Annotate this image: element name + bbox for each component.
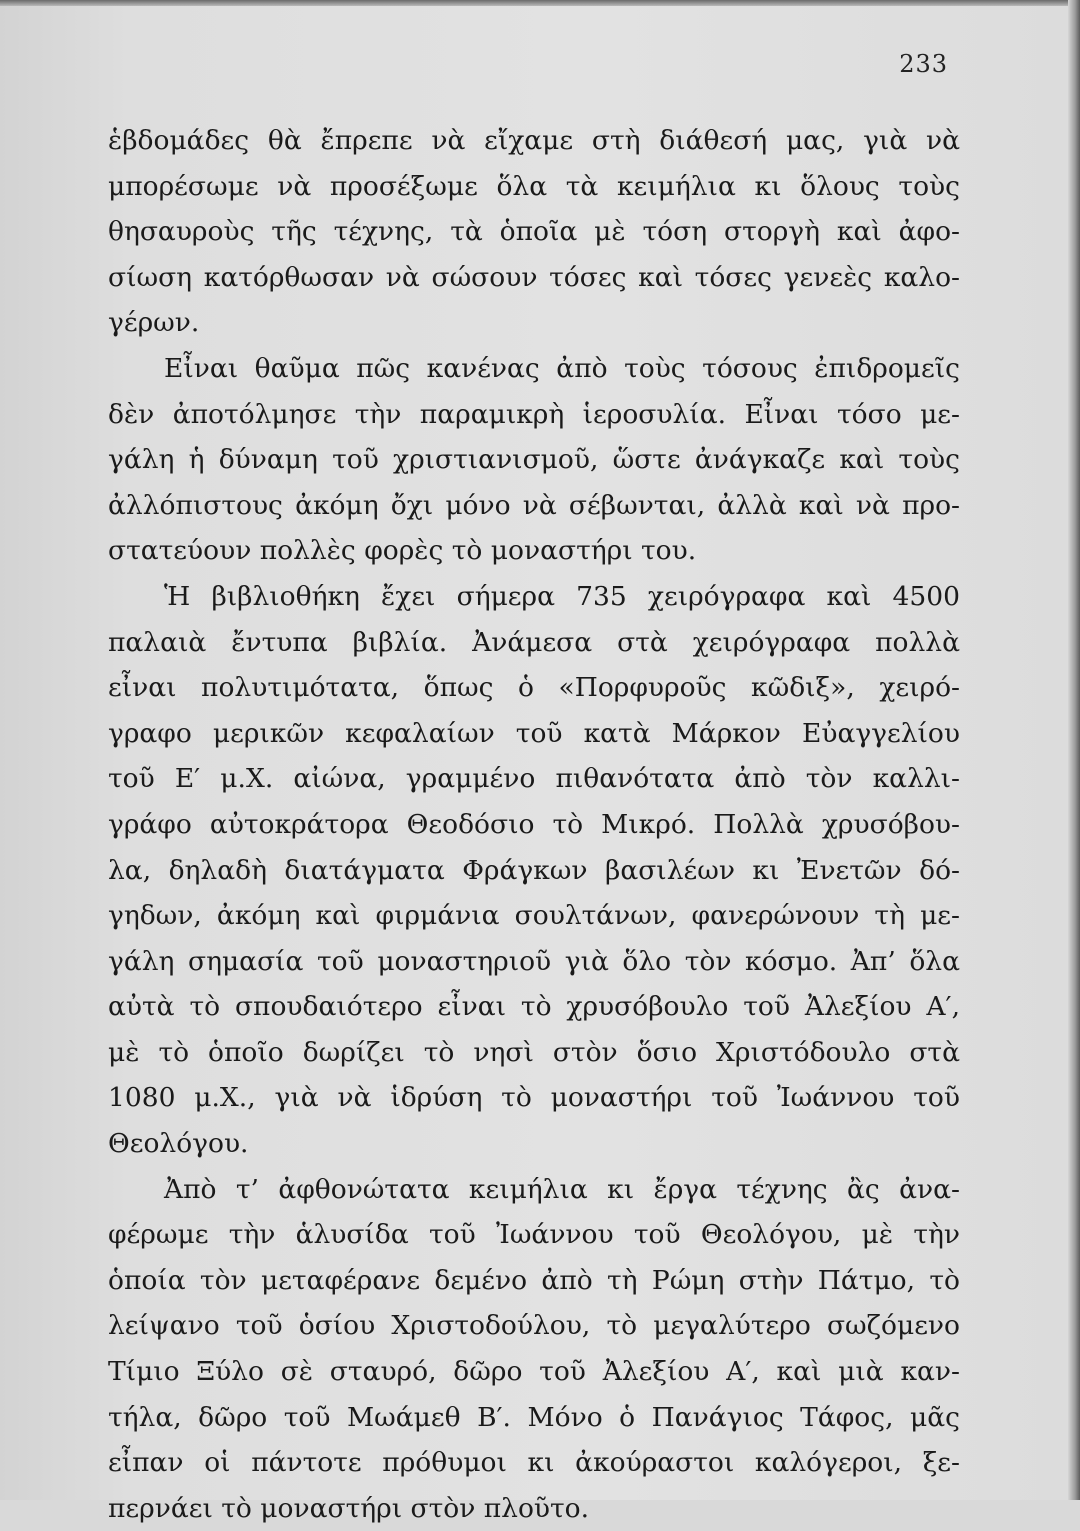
- text-line: αὐτὰ τὸ σπουδαιότερο εἶναι τὸ χρυσόβουλο τοῦ Ἀλεξίου Α′,: [108, 991, 960, 1023]
- text-line: 1080 μ.Χ., γιὰ νὰ ἱδρύση τὸ μοναστήρι τοῦ Ἰωάννου τοῦ: [108, 1082, 960, 1114]
- text-line: δὲν ἀποτόλμησε τὴν παραμικρὴ ἱεροσυλία. Εἶναι τόσο με-: [108, 398, 960, 430]
- page-top-edge: [0, 0, 1080, 6]
- text-line: Ἀπὸ τ’ ἀφθονώτατα κειμήλια κι ἔργα τέχνης ἂς ἀνα-: [164, 1173, 960, 1205]
- page-right-edge-shadow: [1068, 0, 1080, 1500]
- text-line: θησαυροὺς τῆς τέχνης, τὰ ὁποῖα μὲ τόση στοργὴ καὶ ἀφο-: [108, 216, 960, 248]
- text-line: ὁποία τὸν μεταφέρανε δεμένο ἀπὸ τὴ Ρώμη στὴν Πάτμο, τὸ: [108, 1264, 960, 1296]
- text-line: λείψανο τοῦ ὁσίου Χριστοδούλου, τὸ μεγαλύτερο σωζόμενο: [108, 1310, 960, 1342]
- text-line: σίωση κατόρθωσαν νὰ σώσουν τόσες καὶ τόσες γενεὲς καλο-: [108, 261, 960, 293]
- text-line: γραφο μερικῶν κεφαλαίων τοῦ κατὰ Μάρκον Εὐαγγελίου: [108, 717, 960, 749]
- text-line: εἶπαν οἱ πάντοτε πρόθυμοι κι ἀκούραστοι καλόγεροι, ξε-: [108, 1447, 960, 1479]
- paragraph-4: [108, 1167, 960, 1531]
- text-line: μὲ τὸ ὁποῖο δωρίζει τὸ νησὶ στὸν ὅσιο Χριστόδουλο στὰ: [108, 1036, 960, 1068]
- text-line: λα, δηλαδὴ διατάγματα Φράγκων βασιλέων κι Ἐνετῶν δό-: [108, 854, 960, 886]
- text-line: τοῦ Ε′ μ.Χ. αἰώνα, γραμμένο πιθανότατα ἀπὸ τὸν καλλι-: [108, 763, 960, 795]
- text-line: περνάει τὸ μοναστήρι στὸν πλοῦτο.: [108, 1492, 590, 1524]
- text-line: εἶναι πολυτιμότατα, ὅπως ὁ «Πορφυροῦς κῶδιξ», χειρό-: [108, 672, 960, 704]
- page-number: 233: [899, 50, 948, 78]
- text-line: Τίμιο Ξύλο σὲ σταυρό, δῶρο τοῦ Ἀλεξίου Α′, καὶ μιὰ καν-: [108, 1356, 960, 1388]
- text-line: Εἶναι θαῦμα πῶς κανένας ἀπὸ τοὺς τόσους ἐπιδρομεῖς: [164, 352, 960, 384]
- text-line: γάλη ἡ δύναμη τοῦ χριστιανισμοῦ, ὥστε ἀνάγκαζε καὶ τοὺς: [108, 444, 960, 476]
- paragraph-2: [108, 346, 960, 574]
- text-line: Ἡ βιβλιοθήκη ἔχει σήμερα 735 χειρόγραφα καὶ 4500: [164, 580, 960, 612]
- text-line: τήλα, δῶρο τοῦ Μωάμεθ Β′. Μόνο ὁ Πανάγιος Τάφος, μᾶς: [108, 1401, 960, 1433]
- paragraph-1: [108, 118, 960, 346]
- paragraph-3: [108, 574, 960, 1167]
- text-line: μπορέσωμε νὰ προσέξωμε ὅλα τὰ κειμήλια κι ὅλους τοὺς: [108, 170, 960, 202]
- text-line: στατεύουν πολλὲς φορὲς τὸ μοναστήρι του.: [108, 535, 697, 567]
- text-line: γηδων, ἀκόμη καὶ φιρμάνια σουλτάνων, φανερώνουν τὴ με-: [108, 900, 960, 932]
- text-line: παλαιὰ ἔντυπα βιβλία. Ἀνάμεσα στὰ χειρόγραφα πολλὰ: [108, 626, 960, 658]
- text-line: φέρωμε τὴν ἁλυσίδα τοῦ Ἰωάννου τοῦ Θεολόγου, μὲ τὴν: [108, 1219, 960, 1251]
- body-text: [108, 118, 960, 1531]
- text-line: γάλη σημασία τοῦ μοναστηριοῦ γιὰ ὅλο τὸν κόσμο. Ἀπ’ ὅλα: [108, 945, 960, 977]
- text-line: Θεολόγου.: [108, 1128, 249, 1160]
- text-line: ἀλλόπιστους ἀκόμη ὄχι μόνο νὰ σέβωνται, ἀλλὰ καὶ νὰ προ-: [108, 489, 960, 521]
- text-line: γράφο αὐτοκράτορα Θεοδόσιο τὸ Μικρό. Πολλὰ χρυσόβου-: [108, 808, 960, 840]
- text-line: γέρων.: [108, 307, 200, 339]
- text-line: ἑβδομάδες θὰ ἔπρεπε νὰ εἴχαμε στὴ διάθεσή μας, γιὰ νὰ: [108, 125, 960, 156]
